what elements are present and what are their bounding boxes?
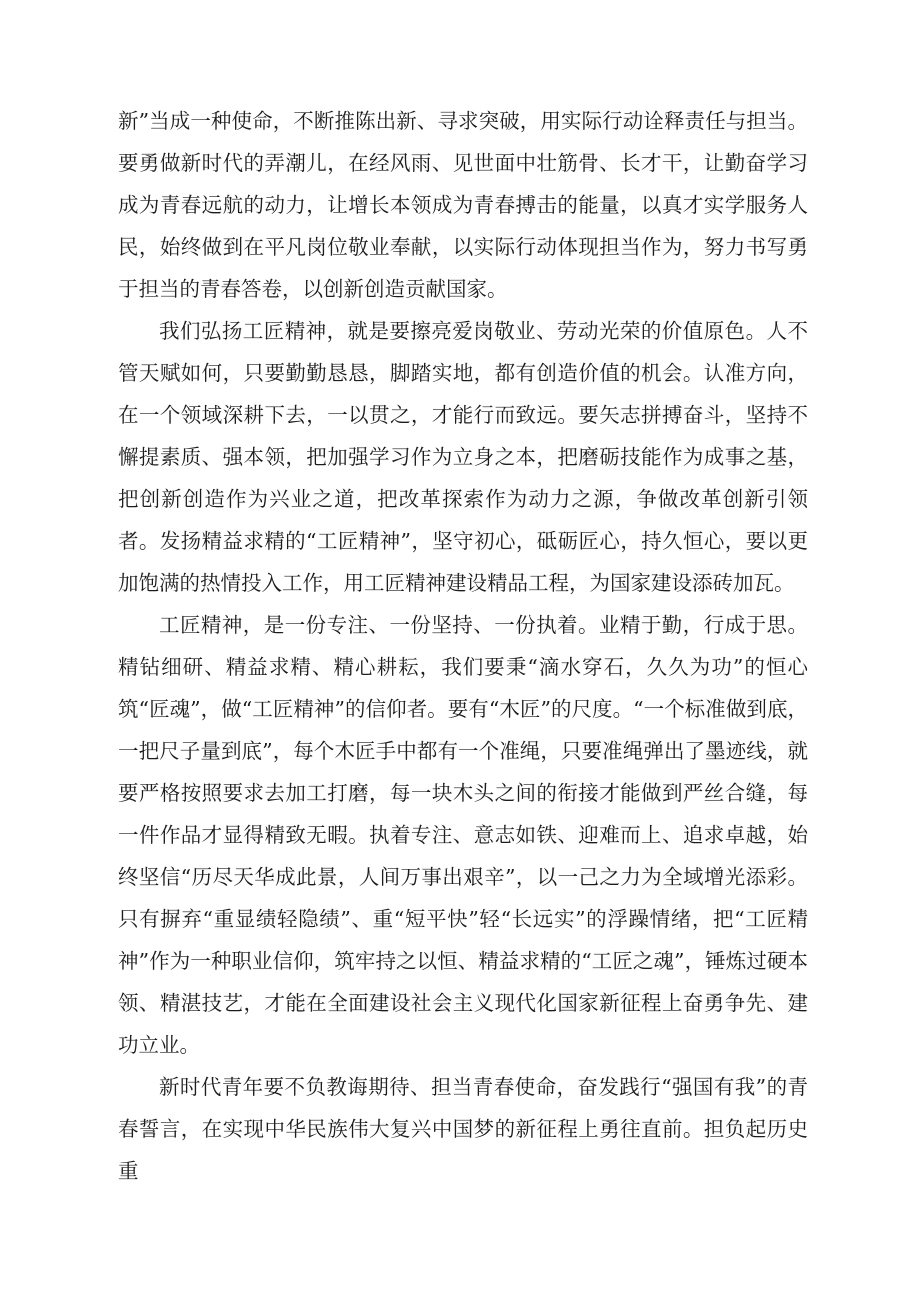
paragraph-new-era-youth: 新时代青年要不负教诲期待、担当青春使命，奋发践行“强国有我”的青春誓言，在实现中华民族伟大复兴中国梦的新征程上勇往直前。担负起历史重: [118, 1075, 808, 1183]
paragraph-continuation: 新”当成一种使命，不断推陈出新、寻求突破，用实际行动诠释责任与担当。要勇做新时代的弄潮儿，在经风雨、见世面中壮筋骨、长才干，让勤奋学习成为青春远航的动力，让增长本领成为青春搏击的能量，以真才实学服务人民，始终做到在平凡岗位敬业奉献，以实际行动体现担当作为，努力书写勇于担当的青春答卷，以创新创造贡献国家。: [118, 109, 808, 301]
paragraph-craftsman-spirit: 我们弘扬工匠精神，就是要擦亮爱岗敬业、劳动光荣的价值原色。人不管天赋如何，只要勤勤恳恳，脚踏实地，都有创造价值的机会。认准方向，在一个领域深耕下去，一以贯之，才能行而致远。要矢志拼搏奋斗，坚持不懈提素质、强本领，把加强学习作为立身之本，把磨砺技能作为成事之基，把创新创造作为兴业之道，把改革探索作为动力之源，争做改革创新引领者。发扬精益求精的“工匠精神”，坚守初心，砥砺匠心，持久恒心，要以更加饱满的热情投入工作，用工匠精神建设精品工程，为国家建设添砖加瓦。: [118, 319, 808, 595]
document-body: [118, 100, 808, 1192]
paragraph-craftsman-dedication: 工匠精神，是一份专注、一份坚持、一份执着。业精于勤，行成于思。精钻细研、精益求精、精心耕耘，我们要秉“滴水穿石，久久为功”的恒心筑“匠魂”，做“工匠精神”的信仰者。要有“木匠”的尺度。“一个标准做到底，一把尺子量到底”，每个木匠手中都有一个准绳，只要准绳弹出了墨迹线，就要严格按照要求去加工打磨，每一块木头之间的衔接才能做到严丝合缝，每一件作品才显得精致无暇。执着专注、意志如铁、迎难而上、追求卓越，始终坚信“历尽天华成此景，人间万事出艰辛”，以一己之力为全域增光添彩。只有摒弃“重显绩轻隐绩”、重“短平快”轻“长远实”的浮躁情绪，把“工匠精神”作为一种职业信仰，筑牢持之以恒、精益求精的“工匠之魂”，锤炼过硬本领、精湛技艺，才能在全面建设社会主义现代化国家新征程上奋勇争先、建功立业。: [118, 613, 808, 1057]
